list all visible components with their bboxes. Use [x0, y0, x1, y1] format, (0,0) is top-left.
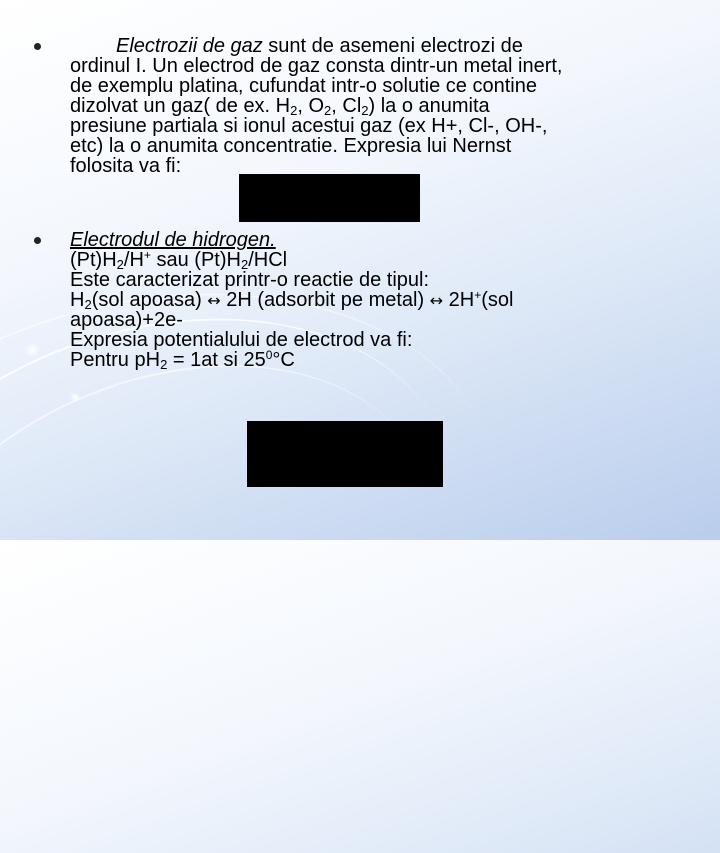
- text-run: sau (Pt)H: [150, 249, 241, 271]
- text-run: Pentru pH: [70, 349, 161, 371]
- text-line: [70, 330, 513, 350]
- text-run: °C: [272, 349, 295, 371]
- text-run: /H: [123, 249, 144, 271]
- text-line: [70, 270, 513, 290]
- bullet-electrodul-de-hidrogen: [70, 230, 513, 370]
- text-run: (sol apoasa): [91, 289, 208, 311]
- text-line: [70, 36, 562, 56]
- sparkle-dot: [70, 392, 80, 402]
- text-run: etc) la o anumita concentratie. Expresia lui Nernst: [70, 135, 512, 157]
- text-run: , Cl: [331, 95, 362, 117]
- text-run: presiune partiala si ionul acestui gaz (ex H+, Cl-, OH-,: [70, 115, 548, 137]
- text-run: folosita va fi:: [70, 155, 182, 177]
- text-run: 0: [265, 348, 273, 362]
- text-line: [70, 56, 562, 76]
- text-run: ↔: [429, 291, 444, 310]
- nernst-equation-image: [239, 174, 420, 222]
- text-line: [70, 230, 513, 250]
- text-run: dizolvat un gaz( de ex. H: [70, 95, 291, 117]
- background-swoosh: [0, 289, 491, 853]
- text-run: de exemplu platina, cufundat intr-o solutie ce contine: [70, 75, 537, 97]
- text-run: ) la o anumita: [368, 95, 490, 117]
- text-run: 2: [240, 257, 249, 272]
- text-run: Este caracterizat printr-o reactie de tipul:: [70, 269, 430, 291]
- text-run: 2: [324, 103, 332, 118]
- text-line: [70, 76, 562, 96]
- text-run: , O: [297, 95, 325, 117]
- text-run: H: [70, 289, 85, 311]
- text-run: 2H: [443, 289, 475, 311]
- text-run: 2: [290, 103, 298, 118]
- text-run: ordinul I. Un electrod de gaz consta dintr-un metal inert,: [70, 55, 563, 77]
- bullet-marker: [34, 237, 41, 244]
- bullet-marker: [34, 43, 41, 50]
- text-run: Electrodul de hidrogen.: [70, 229, 276, 251]
- text-run: +: [474, 288, 482, 302]
- text-run: apoasa)+2e-: [70, 309, 183, 331]
- potential-equation-image: [247, 421, 443, 487]
- text-run: /HCl: [248, 249, 288, 271]
- text-run: = 1at si 25: [167, 349, 266, 371]
- text-run: 2: [160, 357, 168, 372]
- text-run: Electrozii de gaz: [116, 35, 263, 57]
- text-run: 2H (adsorbit pe metal): [220, 289, 430, 311]
- text-run: ↔: [207, 291, 221, 310]
- text-run: sunt de asemeni electrozi de: [262, 35, 523, 57]
- text-line: [70, 156, 562, 176]
- text-line: [70, 350, 513, 370]
- text-line: [70, 136, 562, 156]
- text-line: [70, 290, 513, 310]
- text-run: 2: [84, 297, 92, 312]
- text-run: (sol: [481, 289, 514, 311]
- text-run: 2: [361, 103, 369, 118]
- text-run: +: [143, 248, 151, 262]
- text-run: 2: [116, 257, 124, 272]
- sparkle-dot: [24, 342, 40, 358]
- text-run: (Pt)H: [70, 249, 117, 271]
- text-line: [70, 96, 562, 116]
- text-run: Expresia potentialului de electrod va fi:: [70, 329, 413, 351]
- text-line: [70, 116, 562, 136]
- text-line: [70, 310, 513, 330]
- bullet-electrozi-de-gaz: [70, 36, 562, 176]
- text-line: [70, 250, 513, 270]
